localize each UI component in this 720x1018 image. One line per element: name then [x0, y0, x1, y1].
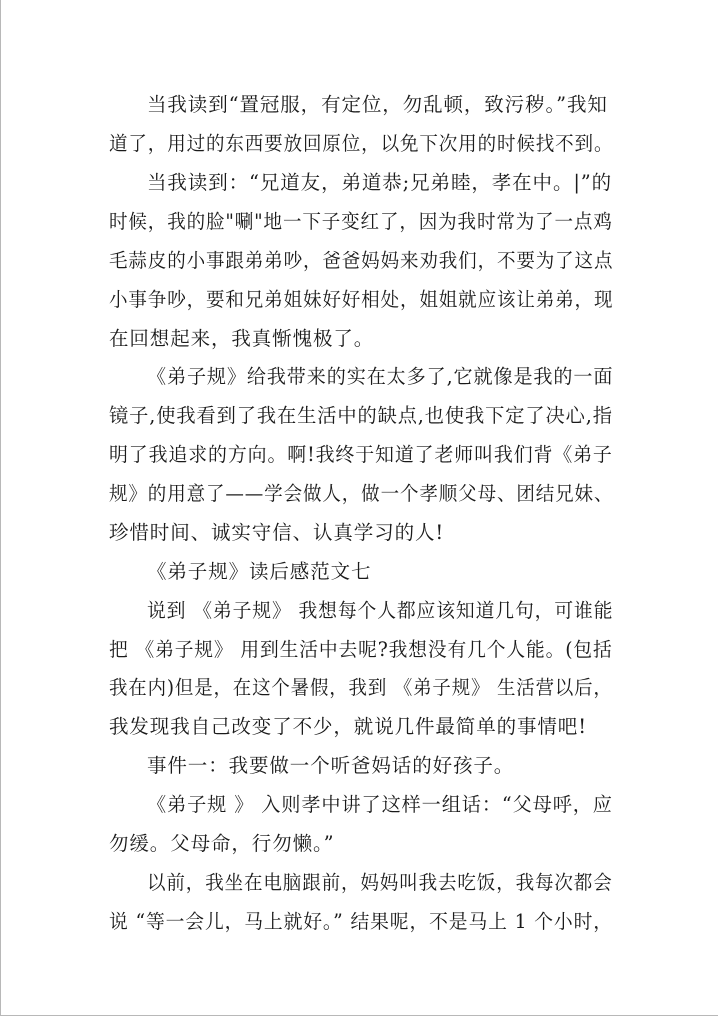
- text-line: 道了，用过的东西要放回原位，以免下次用的时候找不到。: [109, 132, 614, 155]
- text-line: 时候，我的脸"唰"地一下子变红了，因为我时常为了一点鸡: [109, 210, 613, 233]
- text-line: 镜子,使我看到了我在生活中的缺点,也使我下定了决心,指: [109, 404, 613, 427]
- text-line: 在回想起来，我真惭愧极了。: [109, 327, 375, 350]
- text-line: 明了我追求的方向。啊!我终于知道了老师叫我们背《弟子: [109, 443, 613, 466]
- section-heading: 《弟子规》读后感范文七: [147, 560, 372, 583]
- text-line: 规》的用意了——学会做人，做一个孝顺父母、团结兄妹、: [109, 482, 614, 505]
- text-line: 以前，我坐在电脑跟前，妈妈叫我去吃饭，我每次都会: [147, 871, 613, 894]
- text-line: 勿缓。父母命，行勿懒。”: [109, 832, 335, 855]
- text-line: 当我读到：“兄道友，弟道恭;兄弟睦，孝在中。|”的: [147, 171, 613, 194]
- text-line: 我发现我自己改变了不少，就说几件最简单的事情吧!: [109, 715, 587, 738]
- text-line: 说到 《弟子规》 我想每个人都应该知道几句，可谁能: [147, 599, 614, 622]
- text-line: 我在内)但是，在这个暑假，我到 《弟子规》 生活营以后，: [109, 676, 613, 699]
- text-line: 把 《弟子规》 用到生活中去呢?我想没有几个人能。(包括: [109, 638, 613, 661]
- text-line: 《弟子规 》 入则孝中讲了这样一组话：“父母呼，应: [147, 793, 613, 816]
- text-line: 当我读到“置冠服，有定位，勿乱顿，致污秽。”我知: [147, 93, 608, 116]
- text-line: 《弟子规》给我带来的实在太多了,它就像是我的一面: [147, 365, 614, 388]
- text-line: 珍惜时间、诚实守信、认真学习的人!: [109, 521, 445, 544]
- text-line: 事件一：我要做一个听爸妈话的好孩子。: [147, 754, 515, 777]
- text-line: 说 “等一会儿，马上就好。” 结果呢，不是马上 1 个小时，: [109, 910, 613, 933]
- text-line: 小事争吵，要和兄弟姐妹好好相处，姐姐就应该让弟弟，现: [109, 288, 614, 311]
- text-line: 毛蒜皮的小事跟弟弟吵，爸爸妈妈来劝我们，不要为了这点: [109, 249, 614, 272]
